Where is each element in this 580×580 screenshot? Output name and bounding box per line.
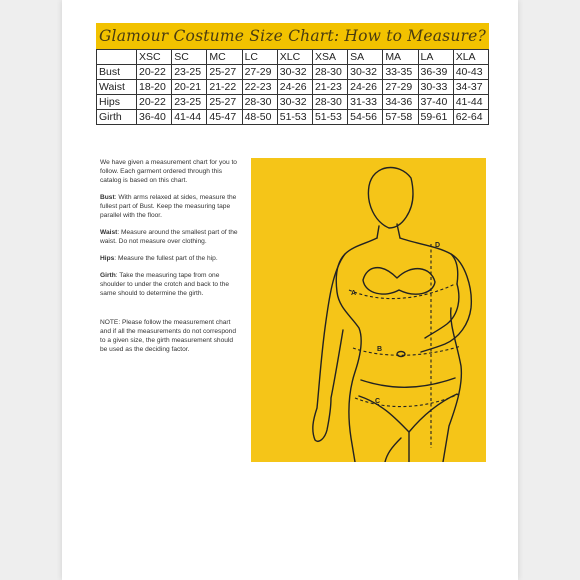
girth-text: : Take the measuring tape from one shoulder to under the crotch and back to the same should to determine the girth. — [100, 272, 230, 297]
briefs-outline — [359, 378, 457, 432]
table-cell: 34-36 — [383, 95, 418, 110]
table-cell: 20-21 — [172, 80, 207, 95]
head-outline — [368, 168, 413, 228]
table-cell: 25-27 — [207, 65, 242, 80]
girth-instruction — [100, 271, 238, 298]
row-label: Waist — [97, 80, 137, 95]
size-chart-table — [96, 49, 489, 125]
table-cell: 57-58 — [383, 110, 418, 125]
hips-text: : Measure the fullest part of the hip. — [114, 255, 218, 262]
bust-instruction — [100, 193, 238, 220]
size-header: XLC — [277, 50, 312, 65]
table-cell: 48-50 — [242, 110, 277, 125]
table-cell: 27-29 — [383, 80, 418, 95]
row-label: Hips — [97, 95, 137, 110]
table-cell: 18-20 — [137, 80, 172, 95]
legs-outline — [385, 432, 409, 462]
table-cell: 54-56 — [348, 110, 383, 125]
table-cell: 28-30 — [312, 95, 347, 110]
table-cell: 45-47 — [207, 110, 242, 125]
table-cell: 24-26 — [348, 80, 383, 95]
torso-left-outline — [336, 238, 377, 462]
waist-term: Waist — [100, 229, 118, 236]
table-cell: 36-40 — [137, 110, 172, 125]
table-cell: 51-53 — [277, 110, 312, 125]
size-header: SC — [172, 50, 207, 65]
table-cell: 41-44 — [453, 95, 488, 110]
table-cell: 25-27 — [207, 95, 242, 110]
measurement-instructions — [100, 158, 238, 362]
measure-line-waist — [353, 346, 461, 355]
right-arm-outline — [421, 254, 471, 352]
marker-a: A — [351, 290, 357, 297]
table-cell: 34-37 — [453, 80, 488, 95]
table-row — [97, 80, 489, 95]
table-cell: 20-22 — [137, 95, 172, 110]
left-arm-outline — [313, 254, 345, 441]
size-header: XSC — [137, 50, 172, 65]
waist-text: : Measure around the smallest part of the waist. Do not measure over clothing. — [100, 229, 238, 245]
waist-instruction — [100, 228, 238, 246]
table-cell: 28-30 — [312, 65, 347, 80]
table-cell: 22-23 — [242, 80, 277, 95]
marker-b: B — [377, 346, 383, 353]
table-cell: 51-53 — [312, 110, 347, 125]
hips-term: Hips — [100, 255, 115, 262]
size-chart-title: Glamour Costume Size Chart: How to Measure? — [98, 27, 487, 45]
table-row — [97, 110, 489, 125]
intro-paragraph: We have given a measurement chart for you to follow. Each garment ordered through this catalog is based on this chart. — [100, 159, 237, 184]
table-cell: 30-33 — [418, 80, 453, 95]
table-cell: 28-30 — [242, 95, 277, 110]
table-cell: 40-43 — [453, 65, 488, 80]
size-header: XSA — [312, 50, 347, 65]
body-outline-illustration — [251, 158, 486, 462]
table-cell: 62-64 — [453, 110, 488, 125]
row-label: Bust — [97, 65, 137, 80]
table-cell: 31-33 — [348, 95, 383, 110]
table-cell: 41-44 — [172, 110, 207, 125]
table-cell: 23-25 — [172, 95, 207, 110]
table-cell: 30-32 — [277, 65, 312, 80]
size-header-row — [97, 50, 489, 65]
row-label: Girth — [97, 110, 137, 125]
table-cell: 37-40 — [418, 95, 453, 110]
table-cell: 27-29 — [242, 65, 277, 80]
table-cell: 33-35 — [383, 65, 418, 80]
marker-c: C — [375, 398, 381, 405]
size-header: MC — [207, 50, 242, 65]
size-header: LC — [242, 50, 277, 65]
table-cell: 30-32 — [348, 65, 383, 80]
size-header: LA — [418, 50, 453, 65]
measurement-figure — [251, 158, 486, 462]
hips-instruction — [100, 254, 238, 263]
bust-term: Bust — [100, 194, 115, 201]
size-chart-title-bar — [96, 23, 489, 49]
table-row — [97, 95, 489, 110]
table-cell: 24-26 — [277, 80, 312, 95]
size-header: XLA — [453, 50, 488, 65]
size-header: MA — [383, 50, 418, 65]
bust-text: : With arms relaxed at sides, measure the fullest part of Bust. Keep the measuring tape parallel with the floor. — [100, 194, 237, 219]
corner-cell — [97, 50, 137, 65]
document-page — [62, 0, 518, 580]
table-row — [97, 65, 489, 80]
table-cell: 23-25 — [172, 65, 207, 80]
note-paragraph: NOTE: Please follow the measurement chart and if all the measurements do not correspond to a given size, the girth measurement should be used as the deciding factor. — [100, 319, 236, 353]
table-cell: 20-22 — [137, 65, 172, 80]
bra-outline — [363, 268, 435, 295]
table-cell: 30-32 — [277, 95, 312, 110]
table-cell: 36-39 — [418, 65, 453, 80]
table-cell: 21-22 — [207, 80, 242, 95]
table-cell: 21-23 — [312, 80, 347, 95]
marker-d: D — [435, 242, 441, 249]
size-header: SA — [348, 50, 383, 65]
girth-term: Girth — [100, 272, 116, 279]
table-cell: 59-61 — [418, 110, 453, 125]
